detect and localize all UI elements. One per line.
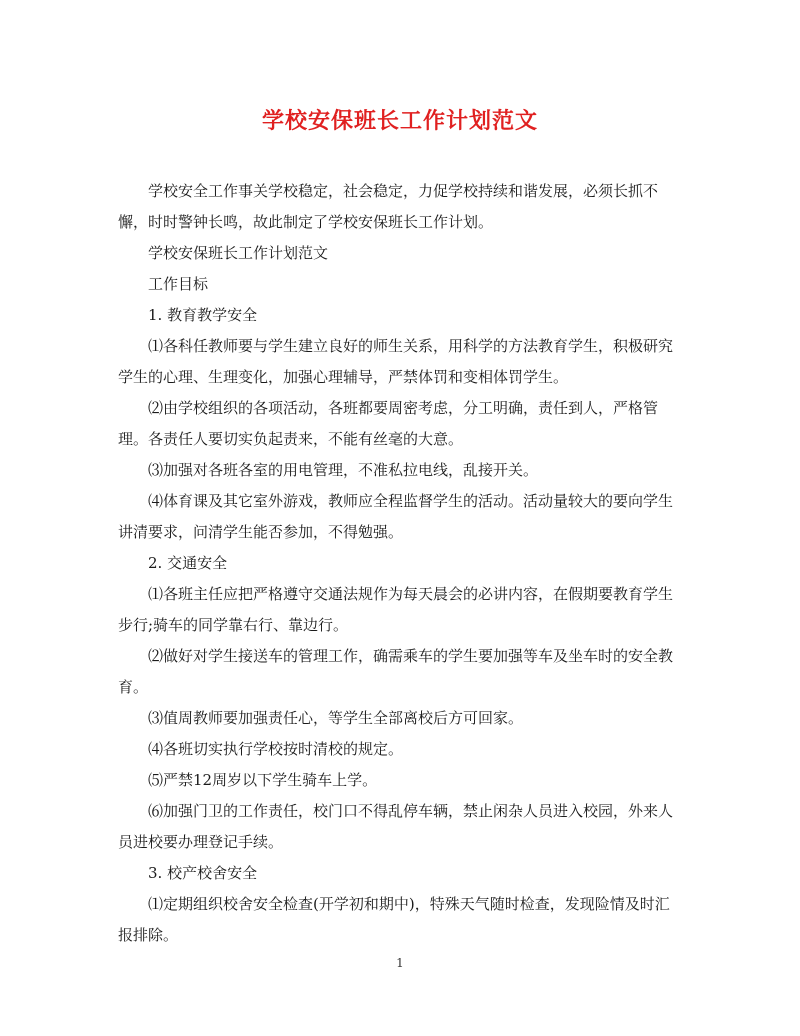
- list-item: ⑶加强对各班各室的用电管理，不准私拉电线，乱接开关。: [148, 461, 539, 479]
- list-item: ⑶值周教师要加强责任心，等学生全部离校后方可回家。: [148, 709, 524, 727]
- heading-goals: 工作目标: [148, 275, 209, 293]
- heading-teaching-safety: 1. 教育教学安全: [148, 306, 258, 324]
- document-body: [118, 176, 678, 951]
- list-item: ⑵做好对学生接送车的管理工作，确需乘车的学生要加强等车及坐车时的安全教育。: [118, 647, 674, 696]
- list-item: ⑹加强门卫的工作责任，校门口不得乱停车辆，禁止闲杂人员进入校园，外来人员进校要办理登记手续。: [118, 802, 674, 851]
- list-item: ⑴各班主任应把严格遵守交通法规作为每天晨会的必讲内容，在假期要教育学生步行;骑车的同学靠右行、靠边行。: [118, 585, 674, 634]
- list-item: ⑷各班切实执行学校按时清校的规定。: [148, 740, 404, 758]
- list-item: ⑴定期组织校舍安全检查(开学初和期中)，特殊天气随时检查，发现险情及时汇报排除。: [118, 895, 670, 944]
- page-number: 1: [396, 956, 404, 970]
- list-item: ⑵由学校组织的各项活动，各班都要周密考虑，分工明确，责任到人，严格管理。各责任人要切实负起责来，不能有丝毫的大意。: [118, 399, 659, 448]
- list-item: ⑸严禁12周岁以下学生骑车上学。: [148, 771, 378, 789]
- list-item: ⑷体育课及其它室外游戏，教师应全程监督学生的活动。活动量较大的要向学生讲清要求，问清学生能否参加，不得勉强。: [118, 492, 674, 541]
- paragraph-intro: 学校安全工作事关学校稳定，社会稳定，力促学校持续和谐发展，必须长抓不懈，时时警钟长鸣，故此制定了学校安保班长工作计划。: [118, 182, 659, 231]
- heading-traffic-safety: 2. 交通安全: [148, 554, 228, 572]
- document-title: 学校安保班长工作计划范文: [261, 108, 538, 134]
- list-item: ⑴各科任教师要与学生建立良好的师生关系，用科学的方法教育学生，积极研究学生的心理、生理变化，加强心理辅导，严禁体罚和变相体罚学生。: [118, 337, 674, 386]
- paragraph-subtitle: 学校安保班长工作计划范文: [148, 244, 329, 262]
- heading-property-safety: 3. 校产校舍安全: [148, 864, 258, 882]
